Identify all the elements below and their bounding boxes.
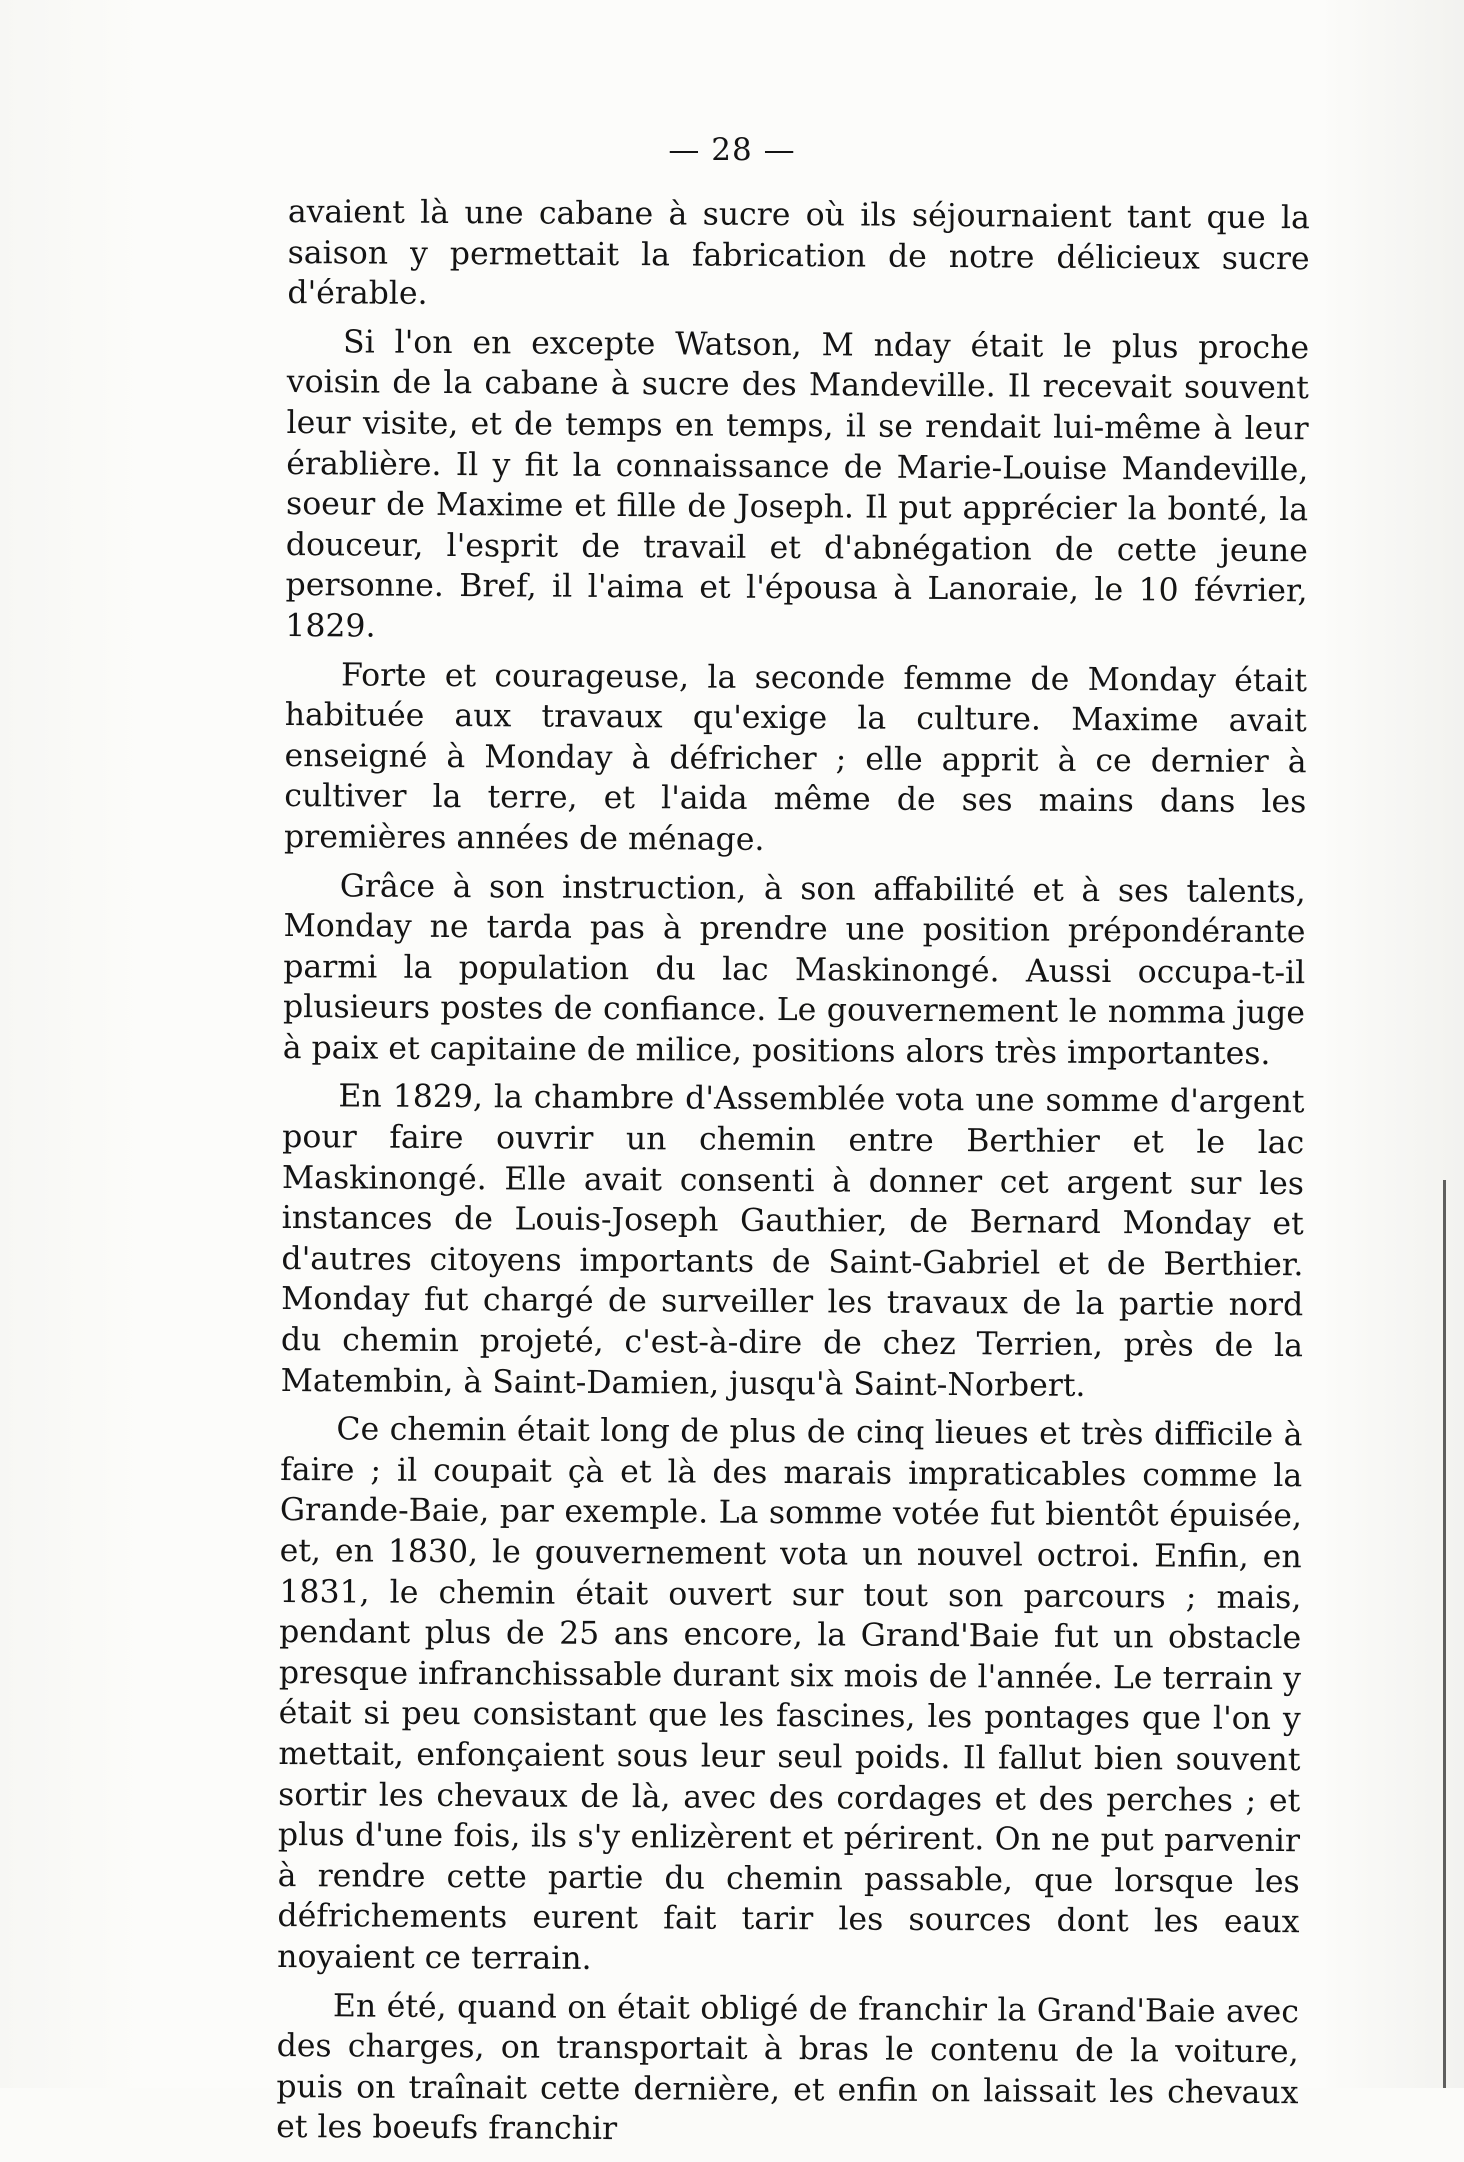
body-text [276,192,1310,2162]
paragraph-6: Ce chemin était long de plus de cinq lieues et très difficile à faire ; il coupait çà et là des marais impraticables comme la Grande-Baie, par exemple. La somme votée fut bientôt épuisée, et, en 1830, le gouvernement vota un nouvel octroi. Enfin, en 1831, le chemin était ouvert sur tout son parcours ; mais, pendant plus de 25 ans encore, la Grand'Baie fut un obstacle presque infranchissable durant six mois de l'année. Le terrain y était si peu consistant que les fascines, les pontages que l'on y mettait, enfonçaient sous leur seul poids. Il fallut bien souvent sortir les chevaux de là, avec des cordages et des perches ; et plus d'une fois, ils s'y enlizèrent et périrent. On ne put parvenir à rendre cette partie du chemin passable, que lorsque les défrichements eurent fait tarir les sources dont les eaux noyaient ce terrain. [277,1411,1303,1977]
page-edge-line [1443,1180,1446,2088]
paragraph-2: Si l'on en excepte Watson, M nday était le plus proche voisin de la cabane à sucre des Mandeville. Il recevait souvent leur visite, et de temps en temps, il se rendait lui-même à leur érablière. Il y fit la connaissance de Marie-Louise Mandeville, soeur de Maxime et fille de Joseph. Il put apprécier la bonté, la douceur, l'esprit de travail et d'abnégation de cette jeune personne. Bref, il l'aima et l'épousa à Lanoraie, le 10 février, 1829. [285,324,1310,645]
paragraph-1: avaient là une cabane à sucre où ils séjournaient tant que la saison y permettait la fabrication de notre délicieux sucre d'érable. [287,193,1310,313]
paragraph-5: En 1829, la chambre d'Assemblée vota une somme d'argent pour faire ouvrir un chemin entre Berthier et le lac Maskinongé. Elle avait consenti à donner cet argent sur les instances de Louis-Joseph Gauthier, de Bernard Monday et d'autres citoyens importants de Saint-Gabriel et de Berthier. Monday fut chargé de surveiller les travaux de la partie nord du chemin projeté, c'est-à-dire de chez Terrien, près de la Matembin, à Saint-Damien, jusqu'à Saint-Norbert. [280,1078,1305,1404]
paragraph-3: Forte et courageuse, la seconde femme de Monday était habituée aux travaux qu'exige la culture. Maxime avait enseigné à Monday à défricher ; elle apprit à ce dernier à cultiver la terre, et l'aida même de ses mains dans les premières années de ménage. [283,656,1308,858]
paragraph-7: En été, quand on était obligé de franchir la Grand'Baie avec des charges, on transportait à bras le contenu de la voiture, puis on traînait cette dernière, et enfin on laissait les chevaux et les boeufs franchir [276,1987,1300,2148]
paragraph-4: Grâce à son instruction, à son affabilité et à ses talents, Monday ne tarda pas à prendre une position prépondérante parmi la population du lac Maskinongé. Aussi occupa-t-il plusieurs postes de confiance. Le gouvernement le nomma juge à paix et capitaine de milice, positions alors très importantes. [282,867,1306,1072]
page-number: — 28 — [668,132,796,168]
